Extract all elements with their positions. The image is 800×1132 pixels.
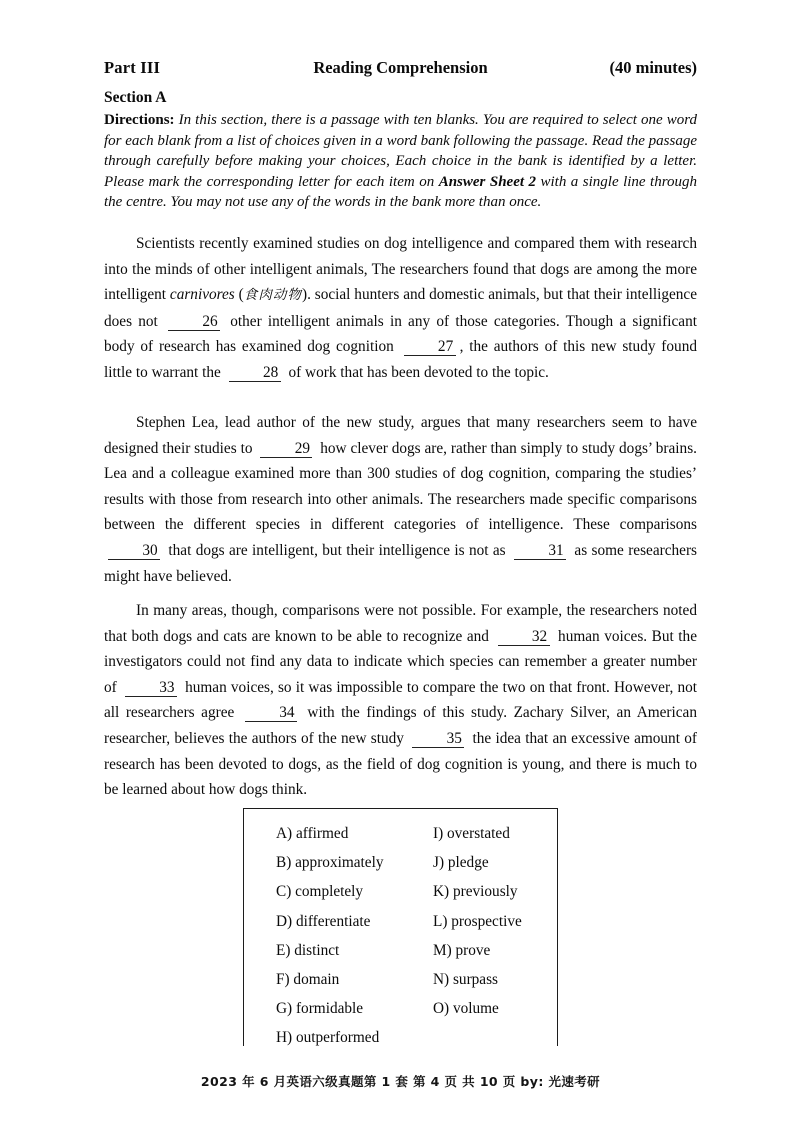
part-header-row <box>104 58 697 82</box>
word-bank-option-m[interactable]: M) prove <box>433 941 491 959</box>
blank-32[interactable]: 32 <box>498 628 550 646</box>
chinese-gloss-carnivores: 食肉动物 <box>243 287 302 304</box>
word-bank-option-j[interactable]: J) pledge <box>433 854 489 872</box>
part-label: Part III <box>104 58 161 77</box>
time-limit-label: (40 minutes) <box>609 58 697 77</box>
word-bank-option-g[interactable]: G) formidable <box>276 1000 364 1018</box>
page-footer: 2023 年 6 月英语六级真题第 1 套 第 4 页 共 10 页 by: 光速考研 <box>200 1074 601 1089</box>
answer-sheet-reference: Answer Sheet 2 <box>438 173 536 190</box>
passage-paragraph-3 <box>104 598 697 803</box>
italic-term-carnivores: carnivores <box>169 286 235 304</box>
para1-segment-1: Scientists recently examined studies on dog intelligence and compared them with research into the minds of other intelligent animals, The researchers found that dogs are among the more intelligent <box>104 235 697 304</box>
word-bank-option-d[interactable]: D) differentiate <box>276 912 371 930</box>
para2-segment-1: Stephen Lea, lead author of the new study, argues that many researchers seem to have designed their studies to <box>104 414 697 457</box>
blank-27[interactable]: 27 <box>404 338 456 356</box>
word-bank-option-e[interactable]: E) distinct <box>276 941 340 959</box>
word-bank-option-c[interactable]: C) completely <box>276 883 364 901</box>
para2-segment-2: how clever dogs are, rather than simply to study dogs’ brains. Lea and a colleague examined more than 300 studies of dog cognition, comparing the studies’ results with those from research into other animals. The researchers made specific comparisons between the different species in different categories of intelligence. These comparisons <box>104 439 697 534</box>
word-bank-option-l[interactable]: L) prospective <box>433 912 522 930</box>
word-bank-option-b[interactable]: B) approximately <box>276 854 384 872</box>
blank-31[interactable]: 31 <box>514 542 566 560</box>
word-bank-option-i[interactable]: I) overstated <box>433 825 510 842</box>
para1-segment-6: of work that has been devoted to the topic. <box>284 363 549 381</box>
para1-segment-3: ). social hunters and domestic animals, but that their intelligence does not <box>104 286 698 330</box>
para2-segment-4: as some researchers might have believed. <box>104 541 697 585</box>
directions-lead: Directions: <box>104 112 175 128</box>
word-bank-option-n[interactable]: N) surpass <box>433 971 499 989</box>
section-label: Section A <box>104 89 167 106</box>
para3-segment-4: with the findings of this study. Zachary Silver, an American researcher, believes the authors of the new study <box>104 704 697 747</box>
word-bank-option-k[interactable]: K) previously <box>433 883 518 901</box>
word-bank-option-f[interactable]: F) domain <box>276 971 340 989</box>
para3-segment-2: human voices. But the investigators could not find any data to indicate which species can remember a greater number of <box>104 627 697 696</box>
page-title: Reading Comprehension <box>313 58 488 77</box>
passage-paragraph-1 <box>104 231 697 386</box>
directions-text-part-2: with a single line through the centre. You may not use any of the words in the bank more than once. <box>104 173 697 211</box>
blank-29[interactable]: 29 <box>260 440 312 458</box>
blank-28[interactable]: 28 <box>229 364 281 382</box>
word-bank-option-h[interactable]: H) outperformed <box>276 1029 380 1047</box>
blank-34[interactable]: 34 <box>245 704 297 722</box>
para3-segment-3: human voices, so it was impossible to compare the two on that front. However, not all researchers agree <box>104 678 697 722</box>
blank-26[interactable]: 26 <box>168 313 220 331</box>
word-bank-box <box>243 808 558 1046</box>
word-bank-option-o[interactable]: O) volume <box>433 1000 499 1018</box>
directions-block <box>104 110 697 213</box>
word-bank-option-a[interactable]: A) affirmed <box>276 825 349 842</box>
blank-35[interactable]: 35 <box>412 730 464 748</box>
word-bank-left-column <box>276 819 383 1053</box>
para1-segment-5: , the authors of this new study found little to warrant the <box>104 338 697 381</box>
para2-segment-3: that dogs are intelligent, but their intelligence is not as <box>164 541 511 559</box>
passage-paragraph-2 <box>104 410 697 589</box>
exam-page <box>104 0 697 1132</box>
blank-33[interactable]: 33 <box>125 679 177 697</box>
directions-text-part-1: In this section, there is a passage with ten blanks. You are required to select one word for each blank from a list of choices given in a word bank following the passage. Read the passage through carefully before making your choices, Each choice in the bank is identified by a letter. Please mark the corresponding letter for each item on <box>104 112 697 190</box>
para1-segment-2: ( <box>234 286 244 304</box>
blank-30[interactable]: 30 <box>108 542 160 560</box>
para3-segment-5: the idea that an excessive amount of research has been devoted to dogs, as the field of dog cognition is young, and there is much to be learned about how dogs think. <box>104 729 697 799</box>
para3-segment-1: In many areas, though, comparisons were not possible. For example, the researchers noted that both dogs and cats are known to be able to recognize and <box>104 602 697 645</box>
para1-segment-4: other intelligent animals in any of those categories. Though a significant body of research has examined dog cognition <box>104 312 697 356</box>
word-bank-right-column <box>433 819 522 1023</box>
